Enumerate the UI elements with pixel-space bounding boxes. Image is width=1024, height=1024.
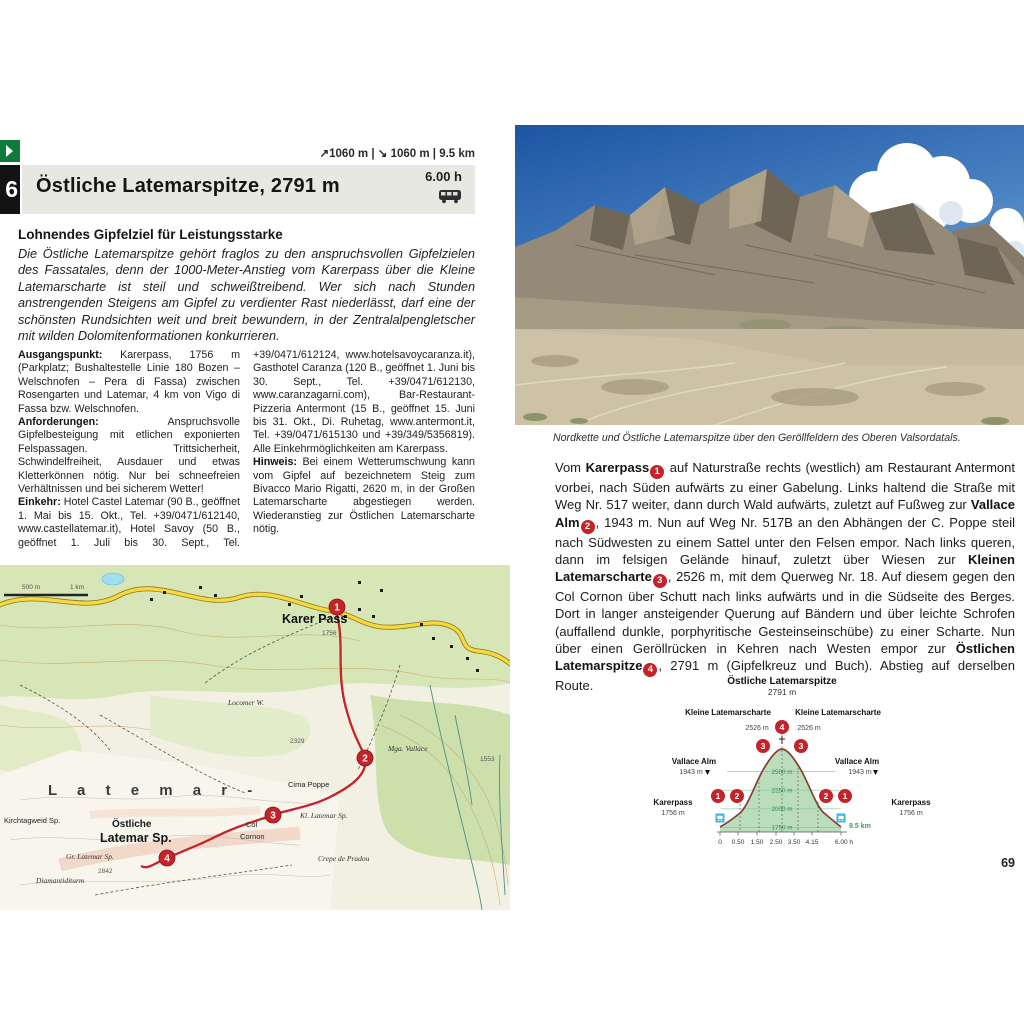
map-label: Diamantiditurm xyxy=(36,876,85,885)
map-label: Mga. Vallace xyxy=(388,744,428,753)
svg-text:4: 4 xyxy=(779,722,785,732)
mountain-photo xyxy=(515,125,1024,425)
route-point-name: Karerpass xyxy=(585,460,650,475)
route-duration: 6.00 h xyxy=(425,169,462,184)
waypoint-badge: 2 xyxy=(581,520,595,534)
map-label: 1756 xyxy=(322,630,337,637)
map-label: Locomer W. xyxy=(228,698,264,707)
map-waypoint-number: 3 xyxy=(270,810,276,822)
route-arrow-icon xyxy=(6,145,13,157)
waypoint-elev: 1943 m xyxy=(848,769,872,776)
info-block: Einkehr: Hotel Castel Latemar (90 B., geöffnet 1. Mai bis 15. Okt., Tel. +39/0471/612140, www.castellatemar.it), Hotel Savoy (50 B., geöffnet 1. Juli bis 30. Sept., Tel. +39/0471/612124, www.hotelsavoycaranza.it), Gasthotel Caranza (120 B., geöffnet 1. Juni bis 30. Sept., Tel. +39/0471/612130, www.caranzagarni.com), Bar-Restaurant-Pizzeria Antermont (15 B., geöffnet 15. Juni bis 31. Okt., Di. Ruhetag, www.antermont.it, Tel. +39/0471/615130 und +39/349/5356819). Alle Einkehrmöglichkeiten am Karerpass. xyxy=(18,349,476,549)
topo-map xyxy=(0,565,510,910)
waypoint-badge: 1 xyxy=(650,465,664,479)
waypoint-elev: 1756 m xyxy=(661,810,685,817)
x-tick: 1.50 xyxy=(750,839,764,846)
info-block: Hinweis: Bei einem Wetterumschwung kann vom Gipfel auf bezeichnetem Steig zum Bivacco Mario Rigatti, 2620 m, in der Großen Latemarscharte abgestiegen werden. Wiederanstieg zur Östlichen Latemarscharte nötig. xyxy=(253,456,475,536)
map-label: Crepe de Pradou xyxy=(318,854,370,863)
map-label: Cima Poppe xyxy=(288,780,330,789)
bus-icon xyxy=(438,189,462,204)
map-waypoint-number: 1 xyxy=(334,602,340,614)
x-tick: 4.15 xyxy=(805,839,819,846)
grid-label: 2000 m xyxy=(771,806,793,813)
route-description: Vom Karerpass 1 auf Naturstraße rechts (westlich) am Restaurant Antermont vorbei, nach Süden aufwärts zu einer Gabelung. Links haltend die Straße mit Weg Nr. 517 weiter, dann durch Wald aufwärts, zuletzt auf Fußweg zur Vallace Alm 2 , 1943 m. Nun auf Weg Nr. 517B an den Abhängen der C. Poppe steil nach Südwesten zu einem Sattel unter den Felsen empor. Nach links queren, dann im felsigen Gelände hinauf, zuletzt über Wiesen zur Kleinen Latemarscharte 3 , 2526 m, mit dem Querweg Nr. 18. Auf diesem gegen den Col Cornon über Schutt nach links aufwärts und in die Südseite des Berges. Dort in langer ansteigender Querung auf Bändern und über leichte Schrofen (auffallend dunkle, porphyritische Gesteinseinschübe) zu einer Scharte. Nun über einen Geröllrücken in Kehren nach Westen empor zur Östlichen Latemarspitze 4 , 2791 m (Gipfelkreuz und Buch). Abstieg auf derselben Route. xyxy=(555,460,1016,694)
map-label: 1553 xyxy=(480,756,495,763)
waypoint-elev: 1943 m xyxy=(679,769,703,776)
map-label: Östliche xyxy=(112,819,152,830)
grid-label: 2500 m xyxy=(771,769,793,776)
svg-text:1: 1 xyxy=(842,791,848,801)
profile-summit-elevation: 2791 m xyxy=(767,687,797,697)
svg-text:2: 2 xyxy=(734,791,740,801)
map-label: 500 m xyxy=(22,584,41,591)
waypoint-label: Kleine Latemarscharte xyxy=(685,708,771,717)
info-block: Ausgangspunkt: Karerpass, 1756 m (Parkplatz; Bushaltestelle Linie 180 Bozen – Welschnofen – Pera di Fassa) zwischen Rosengarten und Latemar, 4 km von Vigo di Fassa bzw. Welschnofen. xyxy=(18,349,240,415)
x-tick: 0 xyxy=(718,839,722,846)
waypoint-label: Vallace Alm xyxy=(671,757,717,766)
route-point-name: Kleinen Latemarscharte xyxy=(555,551,1015,585)
waypoint-elev: 1756 m xyxy=(899,810,923,817)
route-number-tab xyxy=(0,165,20,214)
info-block: Anforderungen: Anspruchsvolle Gipfelbesteigung mit etlichen exponierten Felspassagen. Trittsicherheit, Schwindelfreiheit, Ausdauer und etwas Kletterkönnen nötig. Nur bei schneefreien Verhältnissen und bei sicherem Wetter! xyxy=(18,416,240,496)
difficulty-tab xyxy=(0,140,20,162)
elevation-profile xyxy=(633,672,953,872)
profile-title: Östliche Latemarspitze xyxy=(727,676,837,687)
intro-heading: Lohnendes Gipfelziel für Leistungsstarke xyxy=(18,227,283,242)
waypoint-label: Karerpass xyxy=(653,798,693,807)
waypoint-elev: 2526 m xyxy=(797,725,821,732)
map-label: Kirchtagweid Sp. xyxy=(4,816,61,825)
page-number: 69 xyxy=(1001,856,1015,870)
route-point-name: Östlichen Latemarspitze xyxy=(555,641,1015,674)
x-end-label: 6.00 h xyxy=(834,839,854,846)
map-label: Kl. Latemar Sp. xyxy=(300,811,348,820)
map-label: L a t e m a r - xyxy=(48,782,261,799)
map-label: 1 km xyxy=(70,584,85,591)
route-point-name: Vallace Alm xyxy=(555,497,1015,530)
map-label: Cornon xyxy=(240,832,265,841)
grid-label: 2250 m xyxy=(771,787,793,795)
tour-info-columns xyxy=(18,349,475,565)
map-waypoint-number: 4 xyxy=(164,853,170,865)
svg-text:3: 3 xyxy=(798,741,804,751)
route-title: Östliche Latemarspitze, 2791 m xyxy=(36,175,340,197)
map-label: Gr. Latemar Sp. xyxy=(66,852,114,861)
waypoint-badge: 3 xyxy=(653,574,667,588)
x-tick: 0.50 xyxy=(731,839,745,846)
map-label: 2842 xyxy=(98,868,113,875)
intro-text: Die Östliche Latemarspitze gehört fraglos zu den anspruchsvollen Gipfelzielen des Fassatales, denn der 1000-Meter-Anstieg vom Karerpass über die Kleine Latemarscharte ist steil und schweißtreibend. Wer sich nach Stunden anstrengenden Steigens am Gipfel zu verdienter Rast niederlässt, darf eine der schönsten Rundsichten weit und breit bewundern, in der Zentralalpengletscher mit wilden Dolomitenformationen konkurrieren. xyxy=(18,247,475,344)
photo-caption: Nordkette und Östliche Latemarspitze über den Geröllfeldern des Oberen Valsordatals. xyxy=(553,432,961,444)
svg-text:3: 3 xyxy=(760,741,766,751)
map-label: Karer Pass xyxy=(282,612,348,626)
x-tick: 2.50 xyxy=(769,839,783,846)
waypoint-label: Vallace Alm xyxy=(834,757,880,766)
route-stats: ↗1060 m | ↘ 1060 m | 9.5 km xyxy=(319,148,475,160)
x-tick: 3.50 xyxy=(787,839,801,846)
map-label: Latemar Sp. xyxy=(100,831,172,845)
waypoint-label: Karerpass xyxy=(891,798,931,807)
svg-text:2: 2 xyxy=(823,791,829,801)
waypoint-label: Kleine Latemarscharte xyxy=(795,708,881,717)
grid-label: 1750 m xyxy=(771,824,793,832)
waypoint-elev: 2526 m xyxy=(745,725,769,732)
map-label: 2329 xyxy=(290,738,305,745)
route-number: 6 xyxy=(5,176,18,202)
map-waypoint-number: 2 xyxy=(362,753,368,765)
waypoint-badge: 4 xyxy=(643,663,657,677)
distance-label: 9.5 km xyxy=(849,823,871,830)
map-label: Col xyxy=(246,820,258,829)
svg-text:1: 1 xyxy=(715,791,721,801)
